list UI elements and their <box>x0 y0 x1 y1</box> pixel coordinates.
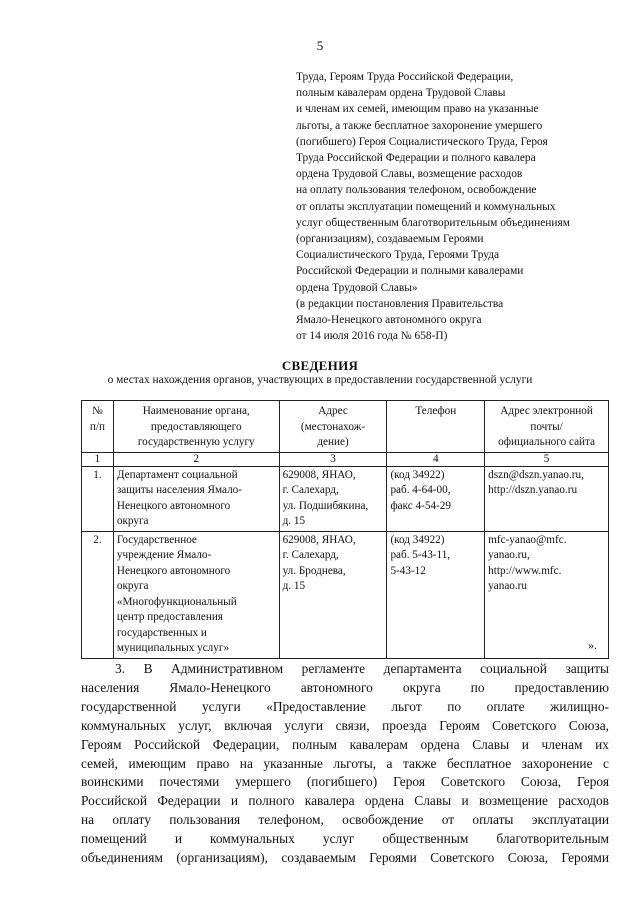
agencies-table <box>81 400 609 659</box>
header-line: предоставляющего <box>150 420 242 433</box>
website-link[interactable]: http://www.mfc. <box>488 564 562 577</box>
body-line: Российской Федерации и полного кавалера ордена Славы и возмещение расходов <box>81 793 609 809</box>
section-subtitle: о местах нахождения органов, участвующих в предоставлении государственной услуги <box>107 374 533 386</box>
phone-cell <box>387 466 485 531</box>
body-line: семей, имеющим право на указанные льготы, а также бесплатное захоронение с <box>81 755 609 771</box>
cell-line: «Многофункциональный <box>116 595 237 608</box>
column-number: 4 <box>387 452 485 466</box>
row-number: 1. <box>82 466 114 531</box>
header-line: Труда, Героям Труда Российской Федерации, <box>296 71 514 83</box>
section-title: СВЕДЕНИЯ <box>281 358 359 373</box>
header-agency-name <box>113 401 279 453</box>
header-line: Телефон <box>415 405 457 417</box>
header-number <box>82 401 114 453</box>
address-cell <box>279 466 387 531</box>
email-link[interactable]: yanao.ru, <box>488 549 530 561</box>
header-line: льготы, а также бесплатное захоронение умершего <box>296 119 543 132</box>
cell-line: учреждение Ямало- <box>116 549 212 561</box>
header-line: от оплаты эксплуатации помещений и коммунальных <box>296 200 556 213</box>
cell-line: раб. 5-43-11, <box>390 549 451 561</box>
body-line: объединениям (организациям), создаваемым Героями Советского Союза, Героями <box>81 850 609 866</box>
cell-line: защиты населения Ямало- <box>116 484 242 496</box>
header-line: ордена Трудовой Славы» <box>296 281 418 294</box>
cell-line: д. 15 <box>282 580 306 592</box>
body-line: на оплату пользования телефоном, освобождение от оплаты эксплуатации <box>81 812 609 828</box>
cell-line: округа <box>116 580 149 592</box>
body-line: помещений и коммунальных услуг общественным благотворительным <box>81 831 609 847</box>
header-line: Адрес электронной <box>500 405 593 417</box>
agency-name-cell <box>113 531 279 658</box>
header-line: № <box>92 405 103 417</box>
header-line: Российской Федерации и полными кавалерами <box>296 265 524 278</box>
regulation-header-block <box>296 69 616 344</box>
header-line: Адрес <box>318 405 348 417</box>
body-line: коммунальных услуг, включая услуги связи, проезда Героям Советского Союза, <box>81 717 609 733</box>
website-link[interactable]: http://dszn.yanao.ru <box>488 484 578 496</box>
cell-line: г. Салехард, <box>282 484 339 496</box>
closing-quote: ». <box>588 638 597 652</box>
column-number: 3 <box>279 452 387 466</box>
address-cell <box>279 531 387 658</box>
cell-line: раб. 4-64-00, <box>390 484 451 496</box>
header-line: официального сайта <box>498 436 596 448</box>
cell-line: Ненецкого автономного <box>116 564 231 577</box>
cell-line: 5-43-12 <box>390 564 426 577</box>
header-line: услуг общественным благотворительным объединениям <box>296 216 570 229</box>
cell-line: факс 4-54-29 <box>390 499 451 512</box>
header-line: Труда Российской Федерации и полного кавалера <box>296 152 536 165</box>
header-email-site <box>485 401 609 453</box>
header-line: (местонахож- <box>300 420 366 433</box>
cell-line: (код 34922) <box>390 468 445 481</box>
table-row <box>82 531 609 658</box>
cell-line: ул. Броднева, <box>282 564 346 577</box>
header-line: Наименование органа, <box>142 405 250 417</box>
website-link[interactable]: yanao.ru <box>488 580 528 592</box>
header-line: полным кавалерам ордена Трудовой Славы <box>296 87 506 100</box>
body-line: государственной услуги «Предоставление льгот по оплате жилищно- <box>81 698 609 714</box>
cell-line: (код 34922) <box>390 533 445 546</box>
header-phone <box>387 401 485 453</box>
cell-line: ул. Подшибякина, <box>282 499 369 512</box>
header-line: почты/ <box>530 420 563 433</box>
column-number-row <box>82 452 609 466</box>
header-address <box>279 401 387 453</box>
header-line: п/п <box>89 420 105 433</box>
column-number: 1 <box>82 452 114 466</box>
cell-line: Государственное <box>116 533 197 546</box>
column-number: 2 <box>113 452 279 466</box>
header-line: дение) <box>317 436 349 448</box>
table-header-row <box>82 401 609 453</box>
header-line: от 14 июля 2016 года № 658-П) <box>296 330 448 343</box>
cell-line: Ненецкого автономного <box>116 499 231 512</box>
cell-line: государственных и <box>116 626 207 639</box>
email-link[interactable]: dszn@dszn.yanao.ru, <box>488 468 584 481</box>
header-line: на оплату пользования телефоном, освобождение <box>296 184 537 197</box>
column-number: 5 <box>485 452 609 466</box>
body-line: населения Ямало-Ненецкого автономного округа по предоставлению <box>81 679 609 695</box>
header-line: (в редакции постановления Правительства <box>296 297 504 310</box>
body-paragraph <box>81 660 609 868</box>
header-line: (погибшего) Героя Социалистического Труда, Героя <box>296 135 548 148</box>
cell-line: муниципальных услуг» <box>116 642 230 654</box>
header-line: ордена Трудовой Славы, возмещение расходов <box>296 168 523 181</box>
email-link[interactable]: mfc-yanao@mfc. <box>488 533 567 546</box>
header-line: и членам их семей, имеющим право на указанные <box>296 103 539 116</box>
cell-line: округа <box>116 515 149 527</box>
cell-line: 629008, ЯНАО, <box>282 533 356 546</box>
cell-line: Департамент социальной <box>116 468 238 481</box>
header-line: (организациям), создаваемым Героями <box>296 233 484 246</box>
phone-cell <box>387 531 485 658</box>
body-line: Героям Российской Федерации, полным кавалерам ордена Славы и членам их <box>81 736 609 752</box>
web-cell <box>485 466 609 531</box>
cell-line: 629008, ЯНАО, <box>282 468 356 481</box>
body-line: воинскими почестями умершего (погибшего) Героя Советского Союза, Героя <box>81 774 609 790</box>
row-number: 2. <box>82 531 114 658</box>
header-line: государственную услугу <box>137 436 255 448</box>
body-line: 3. В Административном регламенте департамента социальной защиты <box>115 661 609 676</box>
header-line: Ямало-Ненецкого автономного округа <box>296 314 482 327</box>
cell-line: д. 15 <box>282 515 306 527</box>
cell-line: центр предоставления <box>116 611 223 623</box>
table-row <box>82 466 609 531</box>
header-line: Социалистического Труда, Героями Труда <box>296 249 500 262</box>
agency-name-cell <box>113 466 279 531</box>
page-number: 5 <box>316 38 324 53</box>
cell-line: г. Салехард, <box>282 549 339 561</box>
